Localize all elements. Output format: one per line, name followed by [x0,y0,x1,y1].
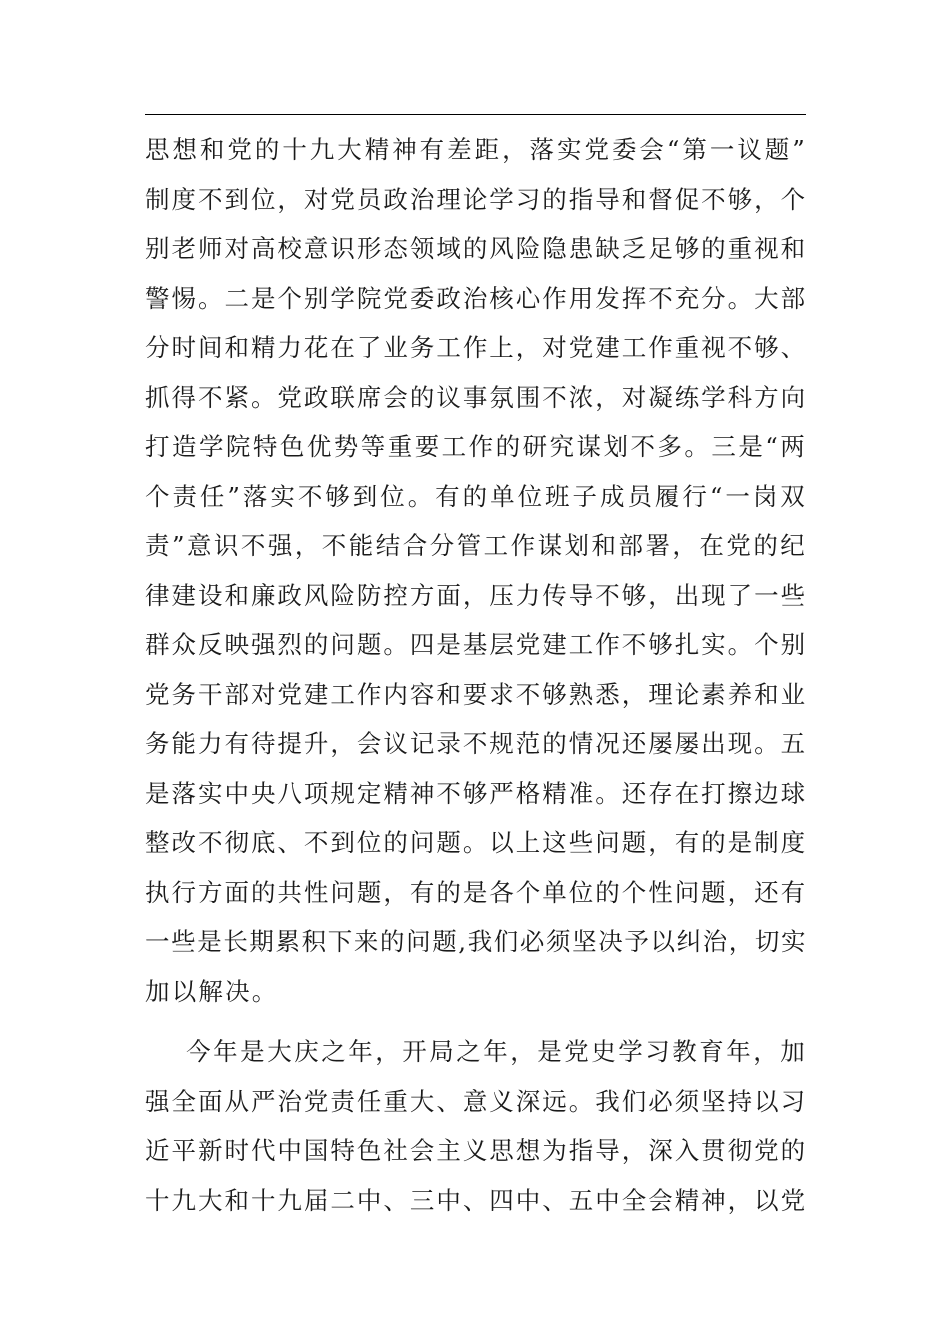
text-line: 打造学院特色优势等重要工作的研究谋划不多。三是“两 [145,432,807,461]
text-line: 思想和党的十九大精神有差距，落实党委会“第一议题” [145,135,807,164]
text-line: 分时间和精力花在了业务工作上，对党建工作重视不够、 [145,333,807,362]
text-line: 律建设和廉政风险防控方面，压力传导不够，出现了一些 [145,580,807,610]
text-line: 责”意识不强，不能结合分管工作谋划和部署，在党的纪 [145,531,807,560]
text-line: 别老师对高校意识形态领域的风险隐患缺乏足够的重视和 [145,234,807,263]
text-line: 今年是大庆之年，开局之年，是党史学习教育年，加 [145,1037,807,1066]
header-rule [145,114,806,115]
text-line: 加以解决。 [145,976,279,1006]
text-line: 是落实中央八项规定精神不够严格精准。还存在打擦边球 [145,778,807,808]
text-line: 近平新时代中国特色社会主义思想为指导，深入贯彻党的 [145,1136,807,1165]
text-line: 务能力有待提升，会议记录不规范的情况还屡屡出现。五 [145,729,807,758]
paragraph-gap [145,1016,807,1027]
text-line: 一些是长期累积下来的问题,我们必须坚决予以纠治，切实 [145,927,807,956]
text-line: 个责任”落实不够到位。有的单位班子成员履行“一岗双 [145,481,807,511]
text-line: 执行方面的共性问题，有的是各个单位的个性问题，还有 [145,877,807,907]
text-line: 警惕。二是个别学院党委政治核心作用发挥不充分。大部 [145,283,807,313]
text-line: 党务干部对党建工作内容和要求不够熟悉，理论素养和业 [145,679,807,709]
text-line: 整改不彻底、不到位的问题。以上这些问题，有的是制度 [145,828,807,857]
text-line: 十九大和十九届二中、三中、四中、五中全会精神，以党 [145,1185,807,1215]
text-line: 强全面从严治党责任重大、意义深远。我们必须坚持以习 [145,1086,807,1116]
text-line: 抓得不紧。党政联席会的议事氛围不浓，对凝练学科方向 [145,382,807,412]
text-line: 群众反映强烈的问题。四是基层党建工作不够扎实。个别 [145,630,807,659]
text-line: 制度不到位，对党员政治理论学习的指导和督促不够，个 [145,184,807,214]
document-body [145,125,807,1225]
